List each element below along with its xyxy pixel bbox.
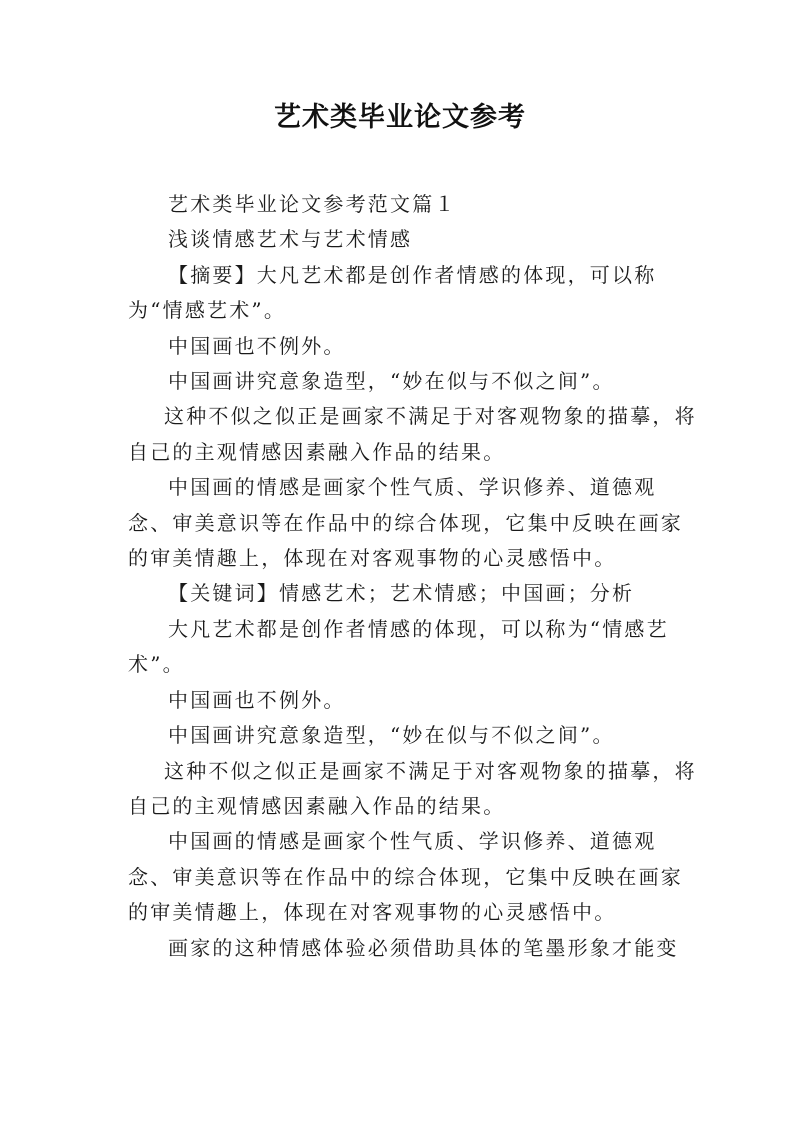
body-paragraph: 这种不似之似正是画家不满足于对客观物象的描摹，将自己的主观情感因素融入作品的结果。 [128,404,697,464]
body-paragraph: 中国画讲究意象造型，“妙在似与不似之间”。 [168,723,615,748]
body-paragraph: 中国画的情感是画家个性气质、学识修养、道德观念、审美意识等在作品中的综合体现，它集中反映在画家的审美情趣上，体现在对客观事物的心灵感悟中。 [128,829,683,925]
body-paragraph: 中国画讲究意象造型，“妙在似与不似之间”。 [168,369,615,394]
body-paragraph: 中国画也不例外。 [168,687,346,712]
body-paragraph: 画家的这种情感体验必须借助具体的笔墨形象才能变 [168,935,679,960]
keywords-paragraph: 【关键词】情感艺术；艺术情感；中国画；分析 [168,581,635,606]
article-title: 浅谈情感艺术与艺术情感 [168,227,413,252]
section-heading: 艺术类毕业论文参考范文篇１ [168,192,457,216]
body-paragraph: 中国画的情感是画家个性气质、学识修养、道德观念、审美意识等在作品中的综合体现，它集中反映在画家的审美情趣上，体现在对客观事物的心灵感悟中。 [128,475,683,571]
body-paragraph: 中国画也不例外。 [168,333,346,358]
body-paragraph: 大凡艺术都是创作者情感的体现，可以称为“情感艺术”。 [128,616,669,677]
document-body [128,187,700,966]
document-title: 艺术类毕业论文参考 [274,102,526,133]
body-paragraph: 这种不似之似正是画家不满足于对客观物象的描摹，将自己的主观情感因素融入作品的结果。 [128,758,697,818]
abstract-paragraph: 【摘要】大凡艺术都是创作者情感的体现，可以称为“情感艺术”。 [128,262,657,323]
